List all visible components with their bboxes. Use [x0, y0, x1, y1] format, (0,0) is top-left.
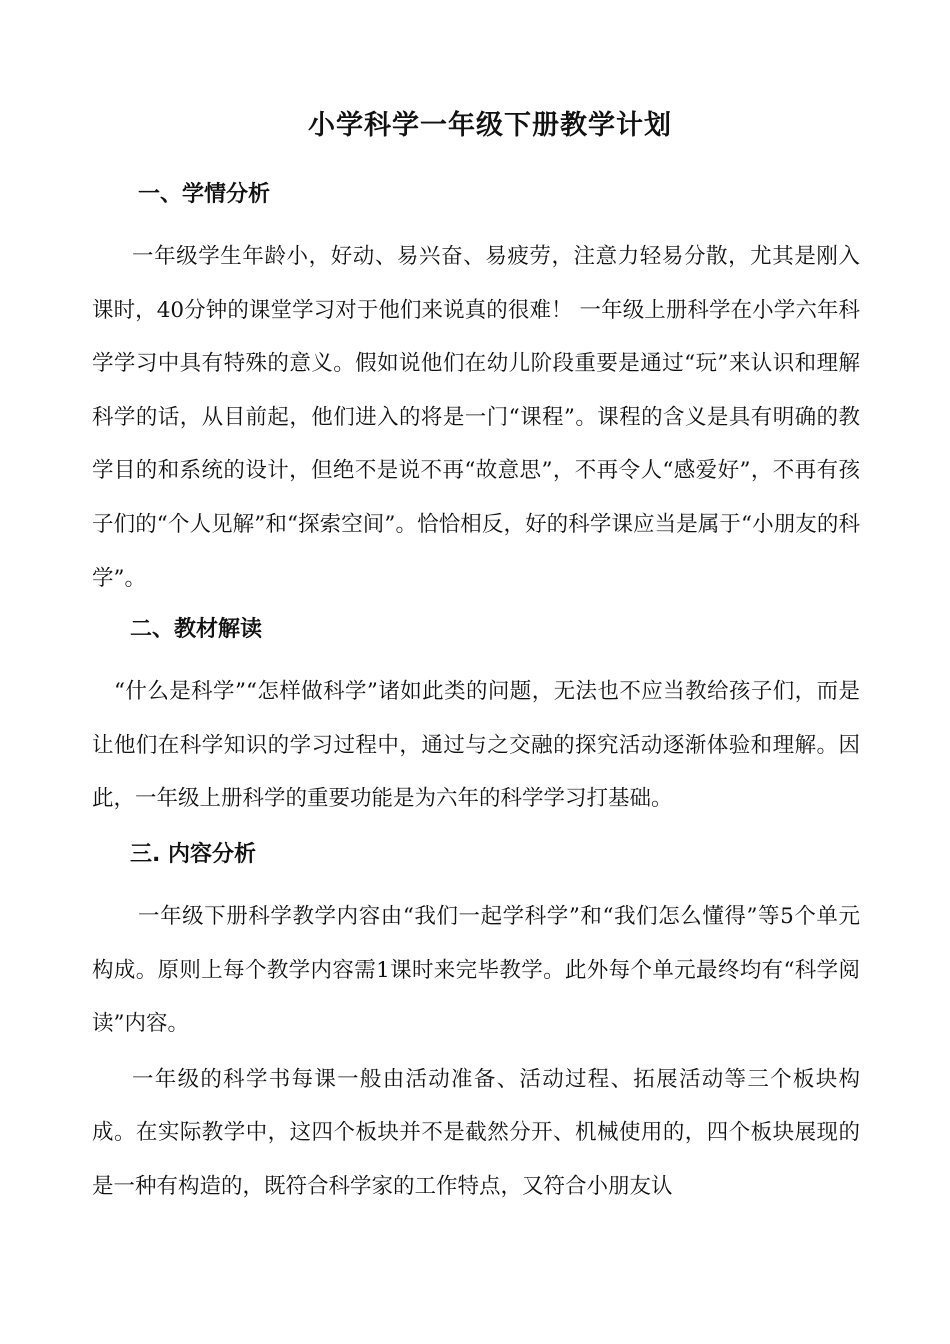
section-heading-learning-analysis: 一、学情分析	[138, 182, 271, 207]
paragraph-textbook-interpretation: “什么是科学”“怎样做科学”诸如此类的问题，无法也不应当教给孩子们，而是让他们在科学知识的学习过程中，通过与之交融的探究活动逐渐体验和理解。因此，一年级上册科学的重要功能是为六年的科学学习打基础。	[92, 679, 860, 812]
paragraph-content-analysis-1: 一年级下册科学教学内容由“我们一起学科学”和“我们怎么懂得”等5个单元构成。原则上每个教学内容需1课时来完毕教学。此外每个单元最终均有“科学阅读”内容。	[92, 903, 860, 1037]
section-heading-textbook-interpretation: 二、教材解读	[130, 617, 263, 643]
paragraph-content-analysis-2: 一年级的科学书每课一般由活动准备、活动过程、拓展活动等三个板块构成。在实际教学中，这四个板块并不是截然分开、机械使用的，四个板块展现的是一种有构造的，既符合科学家的工作特点，又符合小朋友认	[92, 1066, 860, 1199]
document-title: 小学科学一年级下册教学计划	[308, 110, 672, 141]
section-heading-content-analysis: 三. 内容分析	[130, 841, 257, 867]
document-body	[92, 176, 860, 1214]
paragraph-learning-analysis: 一年级学生年龄小，好动、易兴奋、易疲劳，注意力轻易分散，尤其是刚入课时，40分钟的课堂学习对于他们来说真的很难！ 一年级上册科学在小学六年科学学习中具有特殊的意义。假如说他们在幼儿阶段重要是通过“玩”来认识和理解科学的话，从目前起，他们进入的将是一门“课程”。课程的含义是具有明确的教学目的和系统的设计，但绝不是说不再“故意思”，不再令人“感爱好”，不再有孩子们的“个人见解”和“探索空间”。恰恰相反，好的科学课应当是属于“小朋友的科学”。	[92, 244, 860, 591]
